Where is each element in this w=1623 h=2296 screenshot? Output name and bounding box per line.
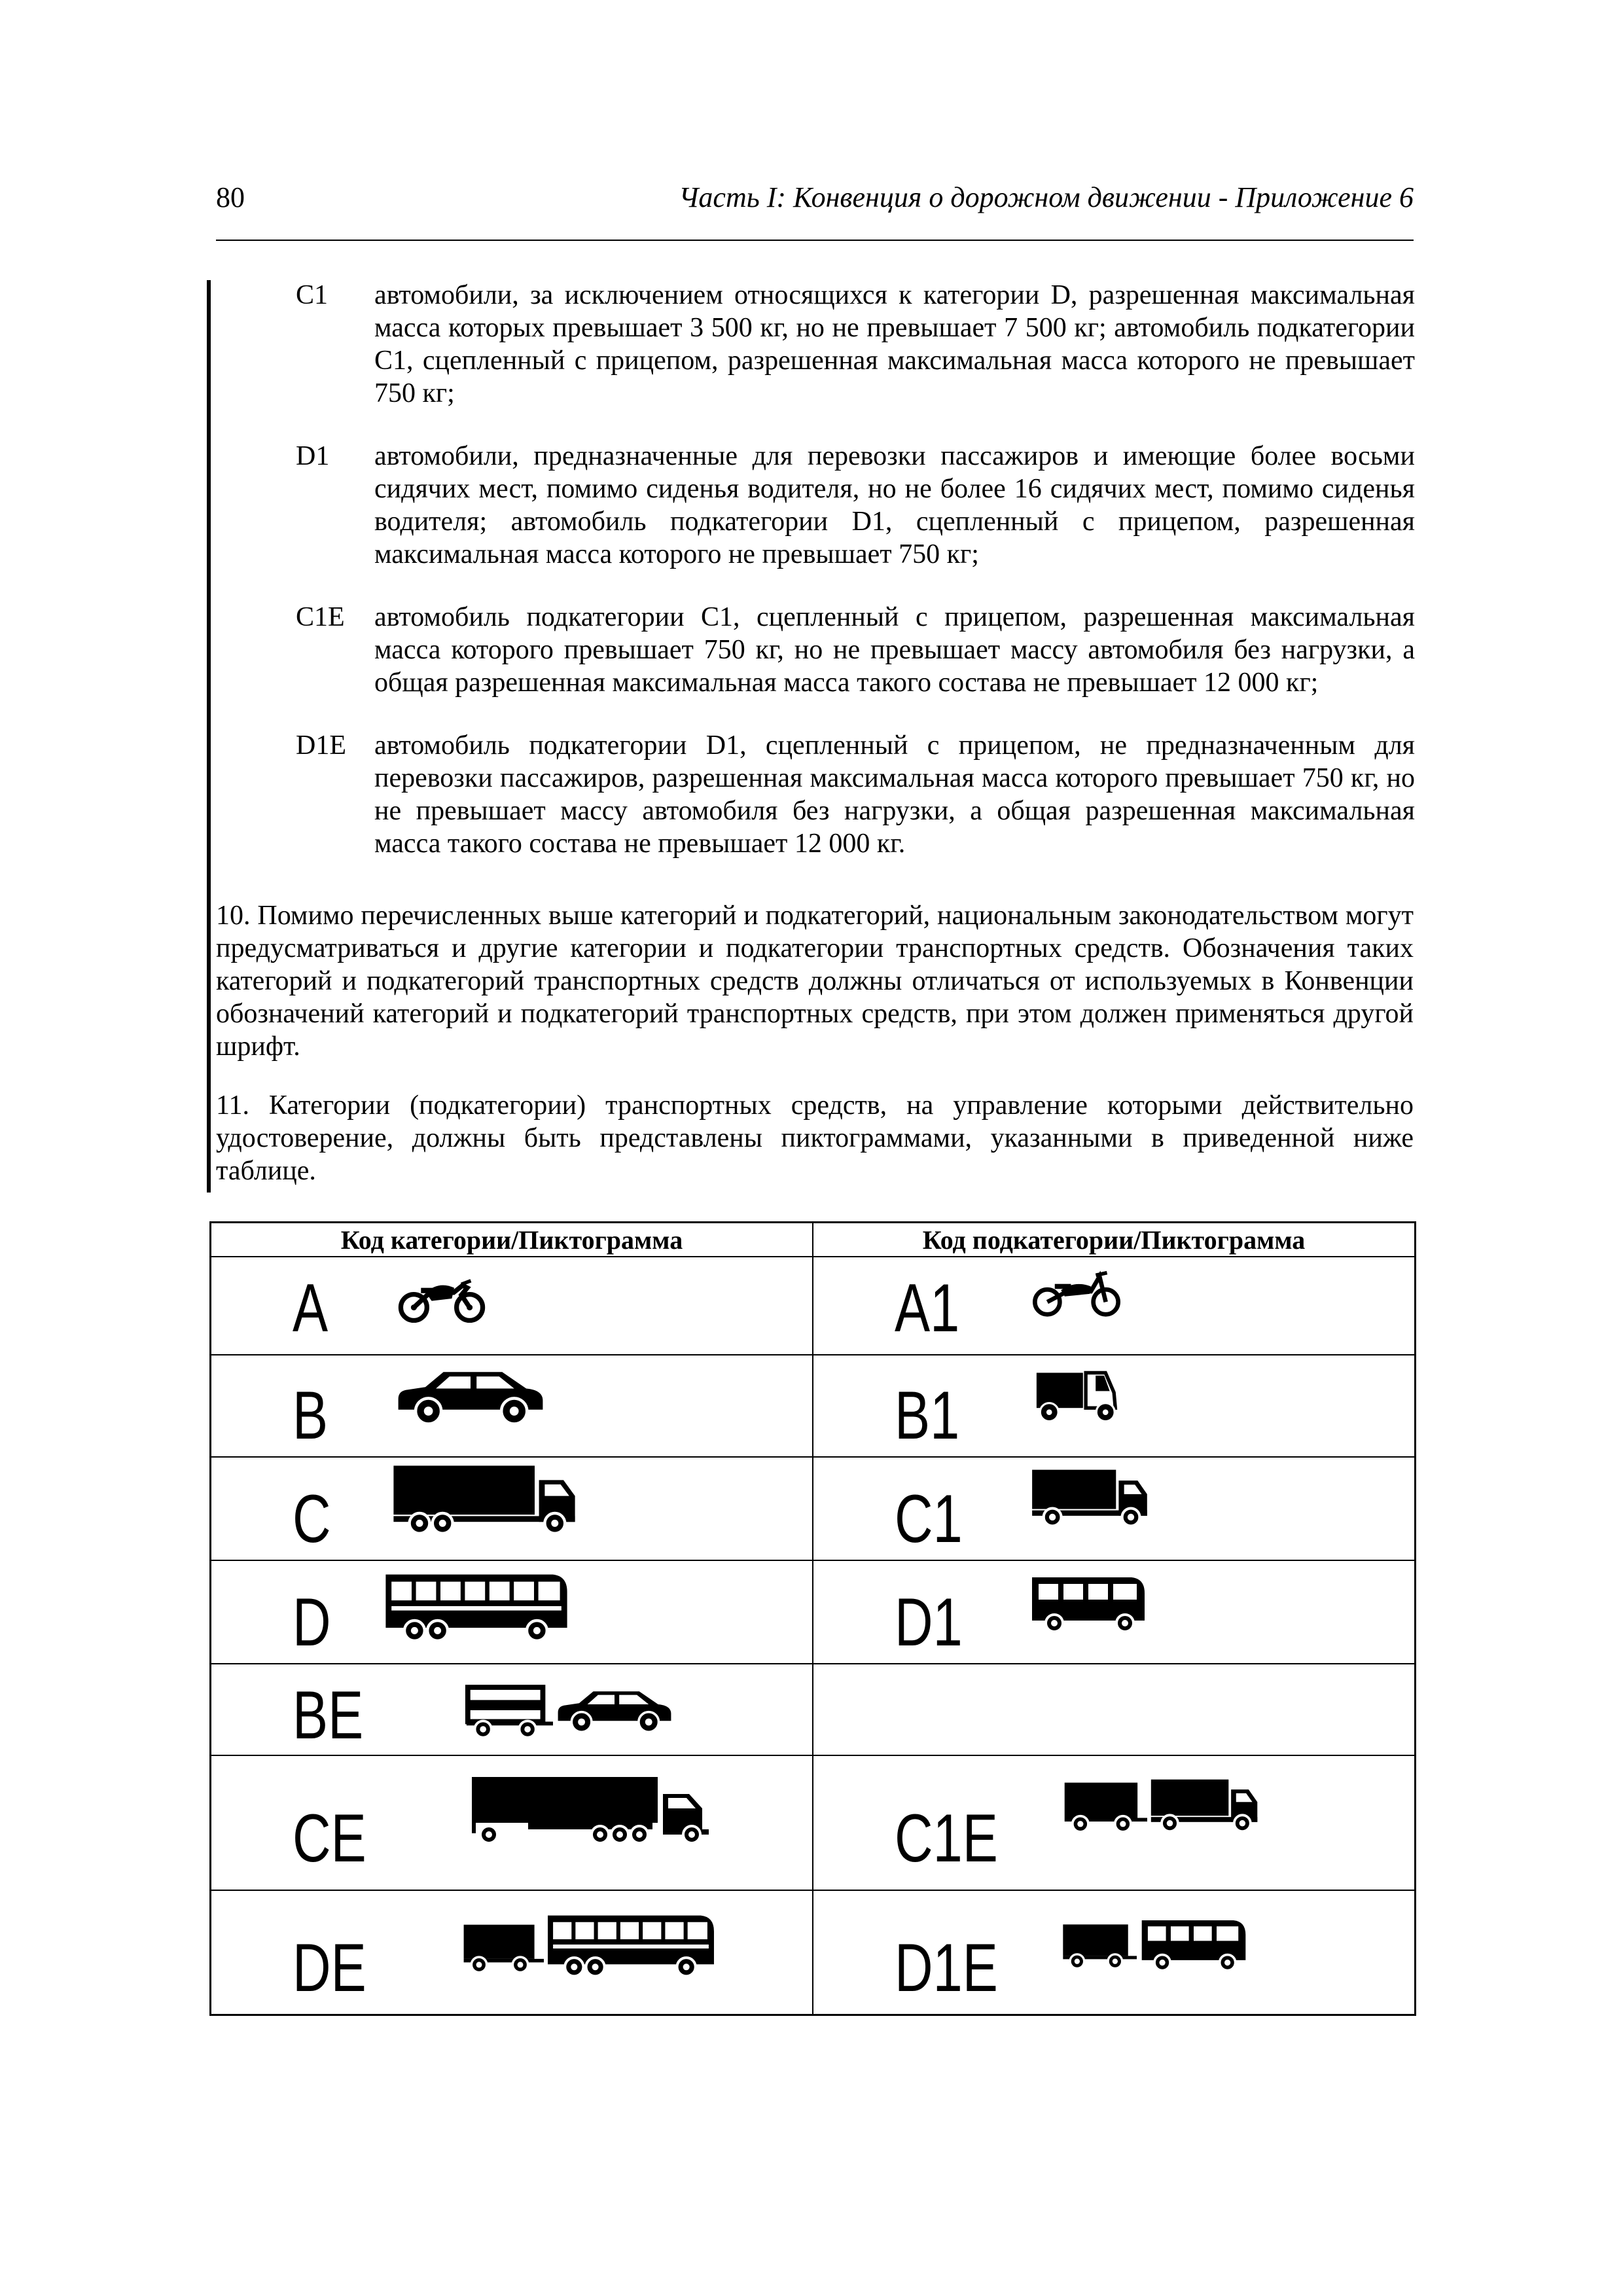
articulated-truck-icon [469,1773,718,1848]
subcategory-code: A1 [895,1270,960,1346]
definition-code: D1E [296,730,346,761]
category-cell [211,1355,813,1457]
subcategory-definitions [296,279,1415,890]
category-code: CE [293,1801,366,1876]
definition-text: автомобили, предназначенные для перевозки пассажиров и имеющие более восьми сидячих мест, помимо сиденья водителя, но не более 16 сидячих мест, помимо сиденья водителя; автомобиль подкатегории D1, сцепленный с прицепом, разрешенная максимальная масса которого не превышает 750 кг; [374,441,1415,569]
table-row [211,1257,1416,1355]
definition-item [296,601,1415,699]
subcategory-code: D1 [895,1585,963,1660]
category-code: A [293,1270,329,1346]
subcategory-cell [813,1560,1416,1664]
subcategory-code: B1 [895,1378,960,1454]
body-paragraphs [216,899,1414,1213]
truck-icon [391,1463,578,1535]
paragraph-11: 11. Категории (подкатегории) транспортных средств, на управление которыми действительно удостоверение, должны быть представлены пиктограммами, указанными в приведенной ниже таблице. [216,1090,1414,1186]
definition-text: автомобиль подкатегории C1, сцепленный с прицепом, разрешенная максимальная масса которого превышает 750 кг, но не превышает массу автомобиля без нагрузки, а общая разрешенная максимальная масса такого состава не превышает 12 000 кг; [374,602,1415,698]
car-icon [395,1366,546,1426]
table-header-row [211,1223,1416,1257]
category-code: BE [293,1677,364,1753]
motorcycle-icon [397,1274,486,1323]
table-row [211,1755,1416,1890]
definition-code: C1 [296,280,329,310]
category-cell [211,1755,813,1890]
light-truck-icon [1149,1776,1261,1835]
category-cell [211,1664,813,1755]
definition-item [296,279,1415,410]
header-divider [216,240,1414,241]
trailer-icon [464,1680,553,1739]
definition-text: автомобиль подкатегории D1, сцепленный с прицепом, не предназначенным для перевозки пассажиров, разрешенная максимальная масса которого превышает 750 кг, но не превышает массу автомобиля без нагрузки, а общая разрешенная максимальная масса такого состава не превышает 12 000 кг. [374,730,1415,859]
subcategory-column-header: Код подкатегории/Пиктограмма [813,1223,1416,1257]
page-header [216,171,1414,221]
table-row [211,1890,1416,2015]
page-number: 80 [216,181,245,213]
minibus-icon [1029,1573,1147,1633]
light-motorcycle-icon [1029,1268,1124,1318]
trailer-icon [461,1917,544,1976]
bus-icon [545,1910,717,1979]
category-column-header: Код категории/Пиктограмма [211,1223,813,1257]
subcategory-cell [813,1890,1416,2015]
category-cell [211,1560,813,1664]
trailer-icon [1061,1917,1137,1972]
category-code: DE [293,1930,366,2006]
subcategory-code: C1 [895,1481,963,1557]
table-row [211,1355,1416,1457]
definition-text: автомобили, за исключением относящихся к категории D, разрешенная максимальная масса которых превышает 3 500 кг, но не превышает 7 500 кг; автомобиль подкатегории C1, сцепленный с прицепом, разрешенная максимальная масса которого не превышает 750 кг; [374,280,1415,408]
paragraph-10: 10. Помимо перечисленных выше категорий и подкатегорий, национальным законодательством могут предусматриваться и другие категории и подкатегории транспортных средств. Обозначения таких категорий и подкатегорий транспортных средств должны отличаться от используемых в Конвенции обозначений категорий и подкатегорий транспортных средств, при этом должен применяться другой шрифт. [216,901,1414,1062]
definition-code: D1 [296,441,330,471]
minibus-icon [1139,1914,1248,1973]
subcategory-cell-empty [813,1664,1416,1755]
category-cell [211,1890,813,2015]
subcategory-cell [813,1457,1416,1560]
bus-icon [383,1570,570,1642]
table-row [211,1457,1416,1560]
subcategory-cell [813,1257,1416,1355]
category-code: D [293,1585,331,1660]
definition-code: C1E [296,602,345,632]
category-code: C [293,1481,331,1557]
change-bar [207,280,211,1193]
car-icon [556,1684,673,1736]
light-truck-icon [1029,1467,1151,1528]
subcategory-code: C1E [895,1801,998,1876]
subcategory-cell [813,1755,1416,1890]
category-cell [211,1257,813,1355]
subcategory-code: D1E [895,1930,998,2006]
category-pictogram-table [209,1221,1416,2016]
category-cell [211,1457,813,1560]
motor-tricycle-icon [1029,1369,1121,1425]
table-row [211,1664,1416,1755]
category-code: B [293,1378,329,1454]
subcategory-cell [813,1355,1416,1457]
definition-item [296,440,1415,571]
trailer-icon [1062,1776,1147,1835]
table-row [211,1560,1416,1664]
definition-item [296,729,1415,860]
running-title: Часть I: Конвенция о дорожном движении - Приложение 6 [679,181,1414,213]
